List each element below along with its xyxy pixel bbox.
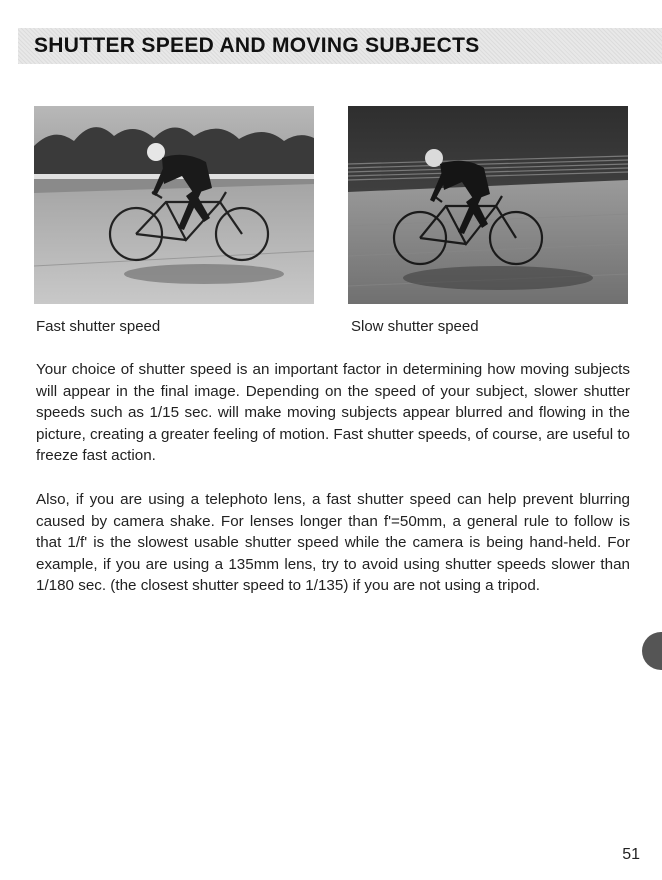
photo-caption-fast: Fast shutter speed [36, 318, 161, 335]
body-paragraph-1: Your choice of shutter speed is an important factor in determining how moving subjects will appear in the final image. Depending on the speed of your subject, slower shutter speeds such as 1/15 sec. will make moving subjects appear blurred and flowing in the picture, creating a greater feeling of motion. Fast shutter speeds, of course, are useful to freeze fast action. [36, 361, 630, 465]
section-thumb-tab [642, 632, 662, 670]
body-paragraph-2: Also, if you are using a telephoto lens, a fast shutter speed can help prevent blurring caused by camera shake. For lenses longer than f'=50mm, a general rule to follow is that 1/f' is the slowest usable shutter speed while the camera is being hand-held. For example, if you are using a 135mm lens, try to avoid using shutter speeds slower than 1/180 sec. (the closest shutter speed to 1/135) if you are not using a tripod. [36, 491, 630, 595]
page-title: SHUTTER SPEED AND MOVING SUBJECTS [34, 34, 480, 57]
photo-caption-slow: Slow shutter speed [351, 318, 479, 335]
page-number: 51 [622, 846, 640, 863]
photo-slow-shutter [348, 106, 628, 304]
photo-fast-shutter [34, 106, 314, 304]
